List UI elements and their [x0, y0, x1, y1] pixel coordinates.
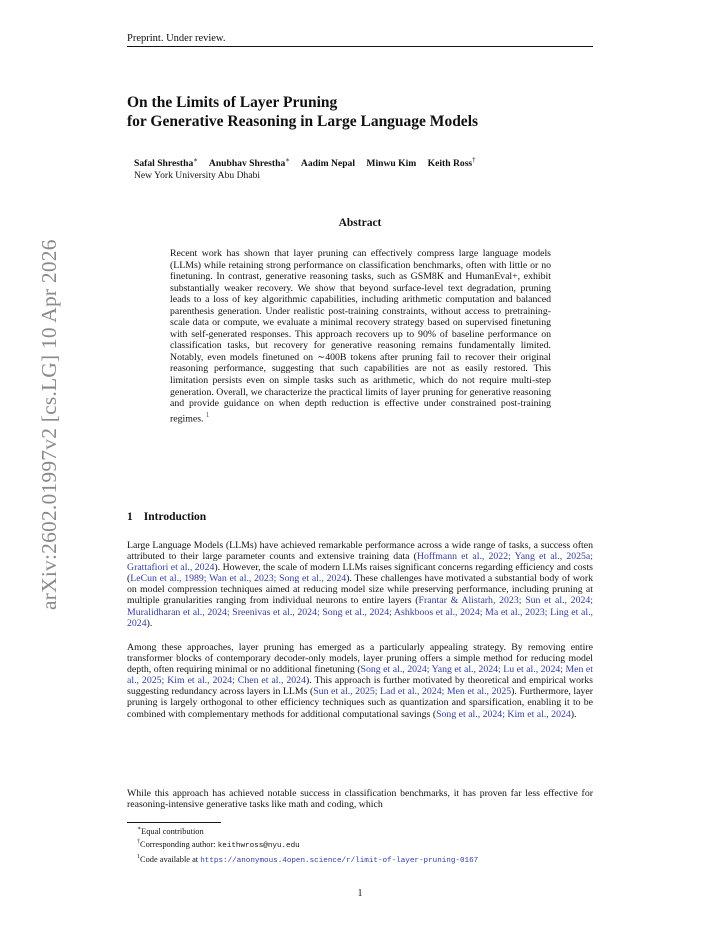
- abstract-body: [170, 248, 551, 424]
- paper-title: [127, 93, 593, 131]
- abstract-text: Recent work has shown that layer pruning can effectively compress large language models (LLMs) while retaining strong performance on classification benchmarks, often with little or no finetuning. In contrast, generative reasoning tasks, such as GSM8K and HumanEval+, exhibit substantially weaker recovery. We show that beyond surface-level text degradation, pruning leads to a loss of key algorithmic capabilities, including arithmetic computation and balanced parenthesis generation. Under realistic post-training constraints, without access to pretraining-scale data or compute, we evaluate a minimal recovery strategy based on supervised finetuning with self-generated responses. This approach recovers up to 90% of baseline performance on classification tasks, but recovery for generative reasoning remains fundamentally limited. Notably, even models finetuned on ∼400B tokens after pruning fail to recover their original reasoning performance, suggesting that such capabilities are not as easily restored. This limitation persists even on simple tasks such as arithmetic, which do not require multi-step generation. Overall, we characterize the practical limits of layer pruning for generative reasoning and provide guidance on when depth reduction is effective under constrained post-training regimes.: [170, 248, 551, 424]
- abstract-footnote-link[interactable]: 1: [205, 410, 210, 419]
- citation-link[interactable]: Frantar & Alistarh, 2023; Sun et al., 2024; Muralidharan et al., 2024; Sreenivas et al., 2024; Song et al., 2024; Ashkboos et al., 2024; Ma et al., 2023; Ling et al., 2024: [127, 595, 593, 629]
- footnotes: [137, 824, 478, 866]
- footnote-equal: ∗Equal contribution: [137, 826, 204, 836]
- author-list: [134, 156, 594, 169]
- author: Aadim Nepal: [300, 158, 355, 170]
- citation-link[interactable]: Hoffmann et al., 2022; Yang et al., 2025a; Grattafiori et al., 2024: [127, 551, 593, 574]
- section-heading: [127, 511, 206, 523]
- page-number: 1: [357, 888, 363, 899]
- footnote-rule: [127, 822, 221, 823]
- author: Anubhav Shrestha∗: [208, 156, 291, 170]
- citation-link[interactable]: LeCun et al., 1989; Wan et al., 2023; Song et al., 2024: [130, 573, 347, 585]
- title-line-2: for Generative Reasoning in Large Language Models: [127, 113, 479, 130]
- intro-paragraph-3: While this approach has achieved notable success in classification benchmarks, it has proven far less effective for reasoning-intensive generative tasks like math and coding, which: [127, 788, 593, 811]
- intro-paragraph-2: Among these approaches, layer pruning has emerged as a particularly appealing strategy. By removing entire transformer blocks of contemporary decoder-only models, layer pruning offers a simple method for reducing model depth, often requiring minimal or no additional finetuning (Song et al., 2024; Yang et al., 2024; Lu et al., 2024; Men et al., 2025; Kim et al., 2024; Chen et al., 2024). This approach is further motivated by theoretical and empirical works suggesting redundancy across layers in LLMs (Sun et al., 2025; Lad et al., 2024; Men et al., 2025). Furthermore, layer pruning is largely orthogonal to other efficiency techniques such as quantization and sparsification, enabling it to be combined with complementary methods for additional computational savings (Song et al., 2024; Kim et al., 2024).: [127, 642, 594, 720]
- abstract-heading: Abstract: [338, 217, 382, 229]
- intro-paragraph-1: Large Language Models (LLMs) have achieved remarkable performance across a wide range of tasks, a success often attributed to their large parameter counts and extensive training data (Hoffmann et al., 2022; Yang et al., 2025a; Grattafiori et al., 2024). However, the scale of modern LLMs raises significant concerns regarding efficiency and costs (LeCun et al., 1989; Wan et al., 2023; Song et al., 2024). These challenges have motivated a substantial body of work on model compression techniques aimed at reducing model size while preserving performance, including pruning at multiple granularities ranging from individual neurons to entire layers (Frantar & Alistarh, 2023; Sun et al., 2024; Muralidharan et al., 2024; Sreenivas et al., 2024; Song et al., 2024; Ashkboos et al., 2024; Ma et al., 2023; Ling et al., 2024).: [127, 540, 593, 629]
- citation-link[interactable]: Song et al., 2024; Kim et al., 2024: [436, 708, 571, 720]
- affiliation: New York University Abu Dhabi: [134, 170, 261, 181]
- citation-link[interactable]: Song et al., 2024; Yang et al., 2024; Lu et al., 2024; Men et al., 2025; Kim et al., 2024; Chen et al., 2024: [127, 664, 593, 687]
- footnote-corresponding: †Corresponding author: keithwross@nyu.edu: [137, 838, 300, 850]
- email-address: keithwross@nyu.edu: [217, 841, 300, 850]
- author: Safal Shrestha∗: [134, 156, 199, 170]
- code-url-link[interactable]: https://anonymous.4open.science/r/limit-of-layer-pruning-0167: [200, 856, 479, 865]
- running-header: Preprint. Under review.: [127, 33, 226, 44]
- section-title: Introduction: [143, 511, 207, 523]
- section-number: 1: [127, 511, 133, 523]
- footnote-code: $^1$Code available at https://anonymous.4open.science/r/limit-of-layer-pruning-0167: [137, 853, 479, 865]
- author: Minwu Kim: [366, 158, 417, 170]
- citation-link[interactable]: Sun et al., 2025; Lad et al., 2024; Men et al., 2025: [313, 686, 512, 698]
- header-rule: [127, 46, 593, 47]
- author: Keith Ross†: [427, 156, 476, 170]
- title-line-1: On the Limits of Layer Pruning: [127, 94, 338, 111]
- arxiv-stamp: arXiv:2602.01997v2 [cs.LG] 10 Apr 2026: [37, 239, 61, 610]
